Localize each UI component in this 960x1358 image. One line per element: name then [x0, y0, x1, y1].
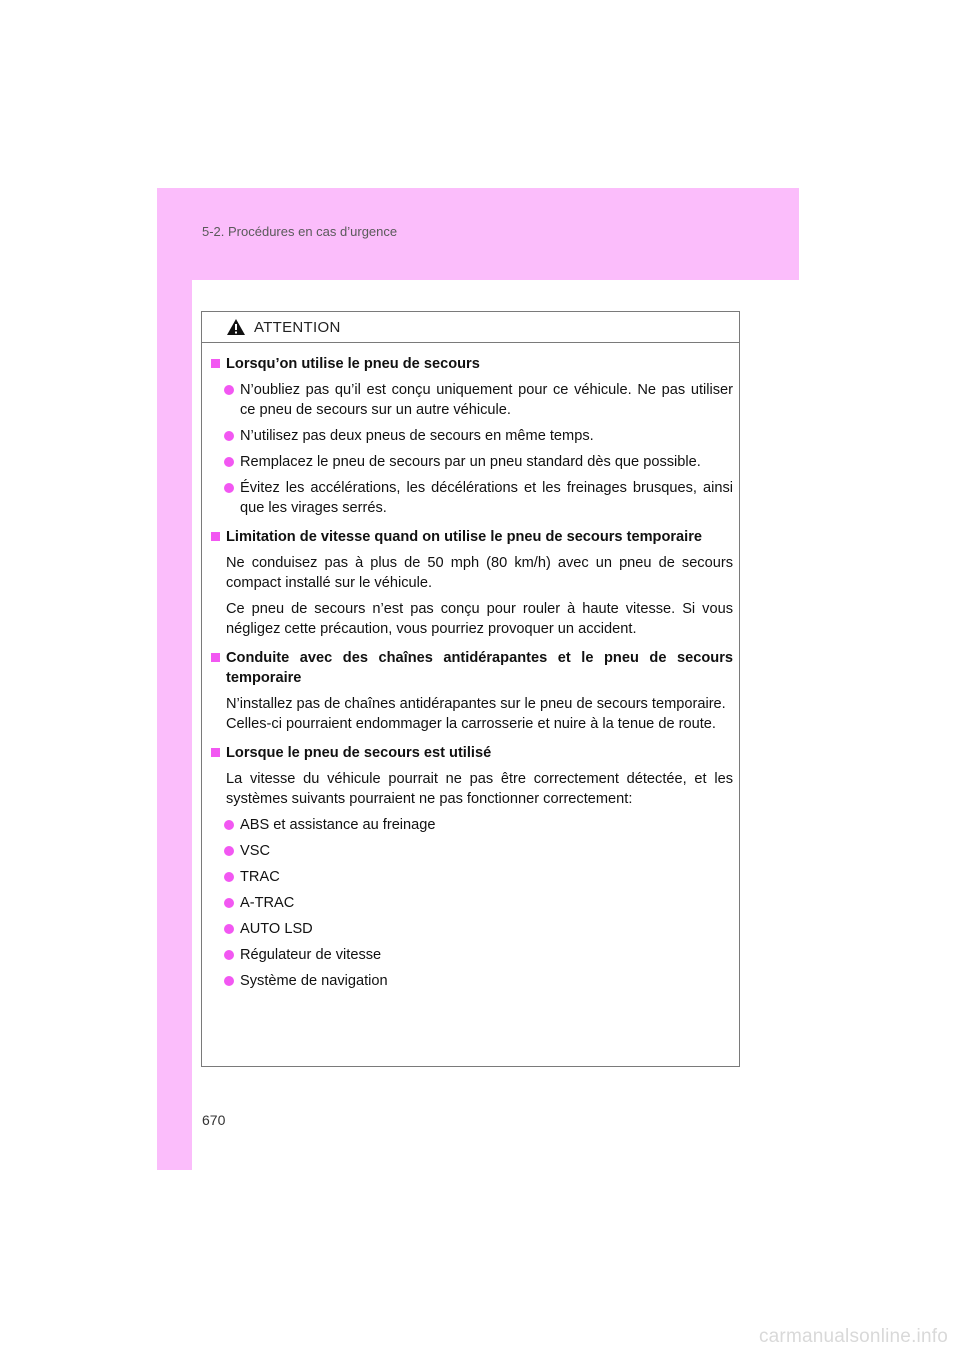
paragraph: Celles-ci pourraient endommager la carrosserie et nuire à la tenue de route. — [226, 716, 716, 732]
section-heading: Lorsque le pneu de secours est utilisé — [210, 743, 733, 763]
square-bullet-icon — [211, 653, 220, 662]
round-bullet-icon — [224, 431, 234, 441]
round-bullet-icon — [224, 846, 234, 856]
warning-triangle-icon — [226, 318, 246, 336]
paragraph: La vitesse du véhicule pourrait ne pas être correctement détectée, et les systèmes suivants pourraient ne pas fonctionner correctement: — [226, 771, 733, 807]
section-speed-limit — [210, 527, 733, 639]
warning-box — [201, 311, 740, 1067]
side-color-band — [157, 188, 192, 1170]
list-item: Évitez les accélérations, les décélérations et les freinages brusques, ainsi que les virages serrés. — [210, 478, 733, 518]
list-item: Régulateur de vitesse — [210, 945, 733, 965]
round-bullet-icon — [224, 457, 234, 467]
watermark: carmanualsonline.info — [758, 1326, 948, 1347]
round-bullet-icon — [224, 976, 234, 986]
section-spare-tire-use — [210, 354, 733, 518]
list-item: VSC — [210, 841, 733, 861]
round-bullet-icon — [224, 924, 234, 934]
round-bullet-icon — [224, 872, 234, 882]
round-bullet-icon — [224, 898, 234, 908]
paragraph: Ne conduisez pas à plus de 50 mph (80 km/h) avec un pneu de secours compact installé sur le véhicule. — [226, 555, 733, 591]
round-bullet-icon — [224, 483, 234, 493]
warning-title: ATTENTION — [254, 318, 341, 336]
round-bullet-icon — [224, 820, 234, 830]
paragraph: N’installez pas de chaînes antidérapantes sur le pneu de secours temporaire. — [226, 696, 726, 712]
section-title: 5-2. Procédures en cas d’urgence — [202, 224, 398, 239]
round-bullet-icon — [224, 385, 234, 395]
square-bullet-icon — [211, 748, 220, 757]
round-bullet-icon — [224, 950, 234, 960]
page-number: 670 — [202, 1112, 226, 1128]
section-heading: Limitation de vitesse quand on utilise le pneu de secours temporaire — [210, 527, 733, 547]
square-bullet-icon — [211, 532, 220, 541]
warning-body — [202, 343, 739, 991]
list-item: TRAC — [210, 867, 733, 887]
section-spare-in-use — [210, 743, 733, 991]
warning-header — [202, 312, 739, 343]
paragraph: Ce pneu de secours n’est pas conçu pour rouler à haute vitesse. Si vous négligez cette précaution, vous pourriez provoquer un accident. — [226, 601, 733, 637]
list-item: Remplacez le pneu de secours par un pneu standard dès que possible. — [210, 452, 733, 472]
list-item: N’utilisez pas deux pneus de secours en même temps. — [210, 426, 733, 446]
list-item: N’oubliez pas qu’il est conçu uniquement pour ce véhicule. Ne pas utiliser ce pneu de secours sur un autre véhicule. — [210, 380, 733, 420]
section-heading: Lorsqu’on utilise le pneu de secours — [210, 354, 733, 374]
list-item: Système de navigation — [210, 971, 733, 991]
list-item: A-TRAC — [210, 893, 733, 913]
section-snow-chains — [210, 648, 733, 734]
square-bullet-icon — [211, 359, 220, 368]
section-heading: Conduite avec des chaînes antidérapantes et le pneu de secours temporaire — [210, 648, 733, 688]
list-item: ABS et assistance au freinage — [210, 815, 733, 835]
list-item: AUTO LSD — [210, 919, 733, 939]
